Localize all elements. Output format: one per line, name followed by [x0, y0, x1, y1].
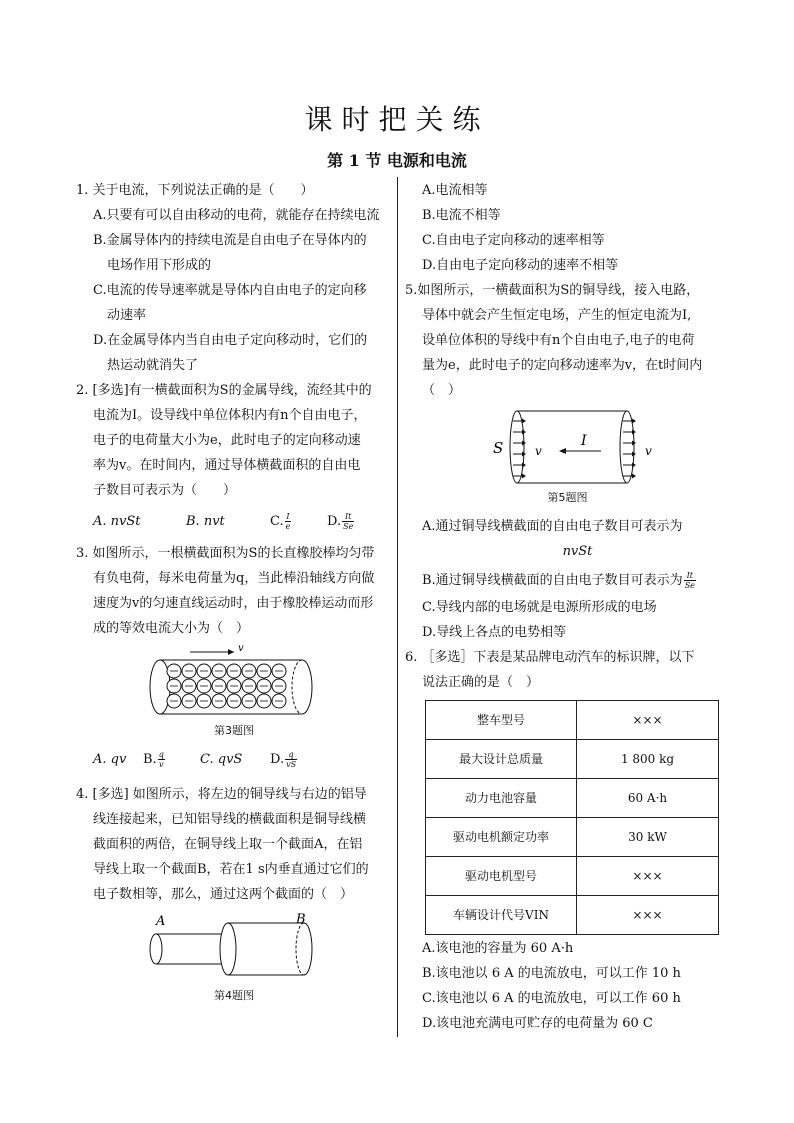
q3-line: 速度为v的匀速直线运动时，由于橡胶棒运动而形 — [93, 596, 374, 611]
spec-value-cell: ××× — [577, 896, 719, 935]
q3-option-b-fraction — [158, 750, 165, 769]
question-6 — [405, 645, 730, 1036]
q1-option-a: A.只要有可以自由移动的电荷，就能存在持续电流 — [93, 208, 380, 223]
q2-option-b: B. nvt — [186, 514, 225, 529]
q1-option-c-cont: 动速率 — [107, 308, 147, 323]
q5-line: （ ） — [422, 383, 462, 398]
spec-value-cell: 30 kW — [577, 818, 719, 857]
field-arrowhead — [522, 474, 526, 479]
q2-line: 2. [多选]有一横截面积为S的金属导线，流经其中的 — [76, 383, 372, 398]
q5-option-a: A.通过铜导线横截面的自由电子数目可表示为 — [422, 519, 683, 534]
left-column — [76, 178, 392, 1008]
question-2 — [76, 378, 392, 533]
spec-name-cell: 车辆设计代号VIN — [426, 896, 577, 935]
q1-option-d: D.在金属导体内当自由电子定向移动时，它们的 — [93, 333, 368, 348]
fraction-numerator: q — [285, 750, 297, 760]
question-4 — [76, 782, 392, 1008]
q2-option-d-label: D. — [327, 514, 342, 529]
q3-caption: 第3题图 — [214, 724, 254, 737]
spec-table-row — [426, 857, 719, 896]
spec-name-cell: 最大设计总质量 — [426, 740, 577, 779]
section-a-label: A — [156, 914, 166, 929]
vehicle-spec-table — [425, 700, 719, 935]
spec-name-cell: 驱动电机额定功率 — [426, 818, 577, 857]
field-arrowhead — [632, 419, 636, 424]
q6-option-b: B.该电池以 6 A 的电流放电，可以工作 10 h — [422, 966, 681, 981]
q6-line: 说法正确的是（ ） — [422, 675, 540, 690]
field-arrowhead — [522, 419, 526, 424]
page-title: 课时把关练 — [304, 103, 490, 136]
q3-option-b — [143, 747, 200, 772]
fraction-numerator: I — [286, 512, 290, 521]
q6-line: 6. ［多选］下表是某品牌电动汽车的标识牌，以下 — [405, 650, 695, 665]
fraction-denominator: e — [285, 522, 291, 531]
section-title: 第 1 节 电源和电流 — [327, 151, 467, 170]
fraction-denominator: Se — [343, 522, 354, 531]
copper-aluminum-figure — [146, 911, 326, 981]
q3-option-b-label: B. — [143, 752, 157, 767]
fraction-numerator: It — [342, 512, 354, 522]
q5-option-a-formula: nvSt — [562, 544, 593, 559]
q1-option-b: B.金属导体内的持续电流是自由电子在导体内的 — [93, 233, 367, 248]
question-5 — [405, 278, 730, 645]
q2-option-a: A. nvSt — [93, 514, 141, 529]
question-3 — [76, 541, 392, 772]
q3-options — [76, 747, 392, 772]
q6-option-a: A.该电池的容量为 60 A·h — [422, 941, 574, 956]
fraction-denominator: v — [158, 760, 164, 769]
q5-line: 导体中就会产生恒定电场，产生的恒定电流为I, — [422, 308, 692, 323]
spec-value-cell: 1 800 kg — [577, 740, 719, 779]
field-arrowhead — [522, 463, 526, 468]
q5-option-c: C.导线内部的电场就是电源所形成的电场 — [422, 600, 657, 615]
q2-option-c-label: C. — [270, 514, 284, 529]
q2-option-c — [270, 509, 327, 533]
q2-option-d — [327, 509, 355, 533]
q4-line: 4. [多选] 如图所示，将左边的铜导线与右边的铝导 — [76, 787, 367, 802]
area-label: S — [493, 439, 504, 457]
fraction-denominator: vS — [286, 760, 297, 769]
spec-name-cell: 整车型号 — [426, 701, 577, 740]
q3-option-d — [270, 747, 298, 772]
q5-option-b-fraction — [684, 571, 696, 590]
q2-line: 率为v。在时间内，通过导体横截面积的自由电 — [93, 458, 361, 473]
q2-line: 电子的电荷量大小为e，此时电子的定向移动速 — [93, 433, 361, 448]
fraction-denominator: Se — [684, 581, 695, 590]
q5-option-d: D.导线上各点的电势相等 — [422, 625, 567, 640]
q4-caption: 第4题图 — [214, 989, 254, 1002]
right-column — [405, 178, 730, 1036]
q5-line: 量为e，此时电子的定向移动速率为v，在t时间内 — [422, 358, 703, 373]
section-b-label: B — [296, 912, 306, 927]
spec-table-row — [426, 701, 719, 740]
column-divider — [397, 177, 398, 1037]
copper-wire-figure — [493, 405, 663, 485]
q5-option-b-text: B.通过铜导线横截面的自由电子数目可表示为 — [422, 573, 683, 588]
fraction-numerator: q — [158, 750, 164, 759]
question-1 — [76, 178, 392, 378]
spec-table-row — [426, 896, 719, 935]
q4-line: 导线上取一个截面B，若在1 s内垂直通过它们的 — [93, 862, 369, 877]
current-label: I — [581, 433, 587, 449]
q4-line: 电子数相等，那么，通过这两个截面的（ ） — [93, 887, 354, 902]
spec-table-row — [426, 779, 719, 818]
q4-line: 截面积的两倍，在铜导线上取一个截面A，在铝 — [93, 837, 363, 852]
spec-value-cell: ××× — [577, 857, 719, 896]
q2-option-d-fraction — [342, 512, 354, 531]
field-arrowhead — [632, 474, 636, 479]
q3-line: 有负电荷，每米电荷量为q，当此棒沿轴线方向做 — [93, 571, 375, 586]
spec-name-cell: 动力电池容量 — [426, 779, 577, 818]
q4-line: 线连接起来，已知铝导线的横截面积是铜导线横 — [93, 812, 367, 827]
q4-option-b: B.电流不相等 — [422, 208, 501, 223]
rubber-rod-figure — [146, 643, 326, 718]
q2-options — [76, 509, 392, 533]
velocity-label: v — [238, 643, 244, 654]
spec-table-row — [426, 740, 719, 779]
q6-option-d: D.该电池充满电可贮存的电荷量为 60 C — [422, 1016, 653, 1031]
q2-option-c-fraction — [285, 512, 292, 531]
q1-option-c: C.电流的传导速率就是导体内自由电子的定向移 — [93, 283, 367, 298]
spec-value-cell: ××× — [577, 701, 719, 740]
q6-option-c: C.该电池以 6 A 的电流放电，可以工作 60 h — [422, 991, 681, 1006]
q1-option-d-cont: 热运动就消失了 — [107, 358, 199, 373]
q3-option-d-fraction — [285, 750, 297, 769]
q4-option-d: D.自由电子定向移动的速率不相等 — [422, 258, 619, 273]
q3-option-d-label: D. — [270, 752, 285, 767]
charge-grid — [167, 664, 286, 708]
q5-caption: 第5题图 — [547, 491, 588, 504]
q3-line: 3. 如图所示，一根横截面积为S的长直橡胶棒均匀带 — [76, 546, 375, 561]
spec-table-row — [426, 818, 719, 857]
q3-option-a: A. qv — [93, 752, 127, 767]
spec-value-cell: 60 A·h — [577, 779, 719, 818]
q5-line: 设单位体积的导线中有n个自由电子,电子的电荷 — [422, 333, 695, 348]
spec-name-cell: 驱动电机型号 — [426, 857, 577, 896]
fraction-numerator: It — [684, 571, 696, 581]
q1-stem: 1. 关于电流，下列说法正确的是（ ） — [76, 183, 314, 198]
q5-option-b — [405, 568, 730, 593]
q4-option-a: A.电流相等 — [422, 183, 488, 198]
q5-line: 5.如图所示，一横截面积为S的铜导线，接入电路， — [405, 283, 700, 298]
q2-line: 电流为I。设导线中单位体积内有n个自由电子， — [93, 408, 367, 423]
velocity-label: v — [535, 444, 542, 458]
velocity-label-right: v — [645, 444, 652, 458]
q4-option-c: C.自由电子定向移动的速率相等 — [422, 233, 605, 248]
q3-line: 成的等效电流大小为（ ） — [93, 621, 250, 636]
q2-line: 子数目可表示为（ ） — [93, 483, 237, 498]
q1-option-b-cont: 电场作用下形成的 — [107, 258, 212, 273]
q3-option-c: C. qvS — [200, 752, 243, 767]
field-arrowhead — [632, 463, 636, 468]
question-4-options — [405, 178, 730, 278]
